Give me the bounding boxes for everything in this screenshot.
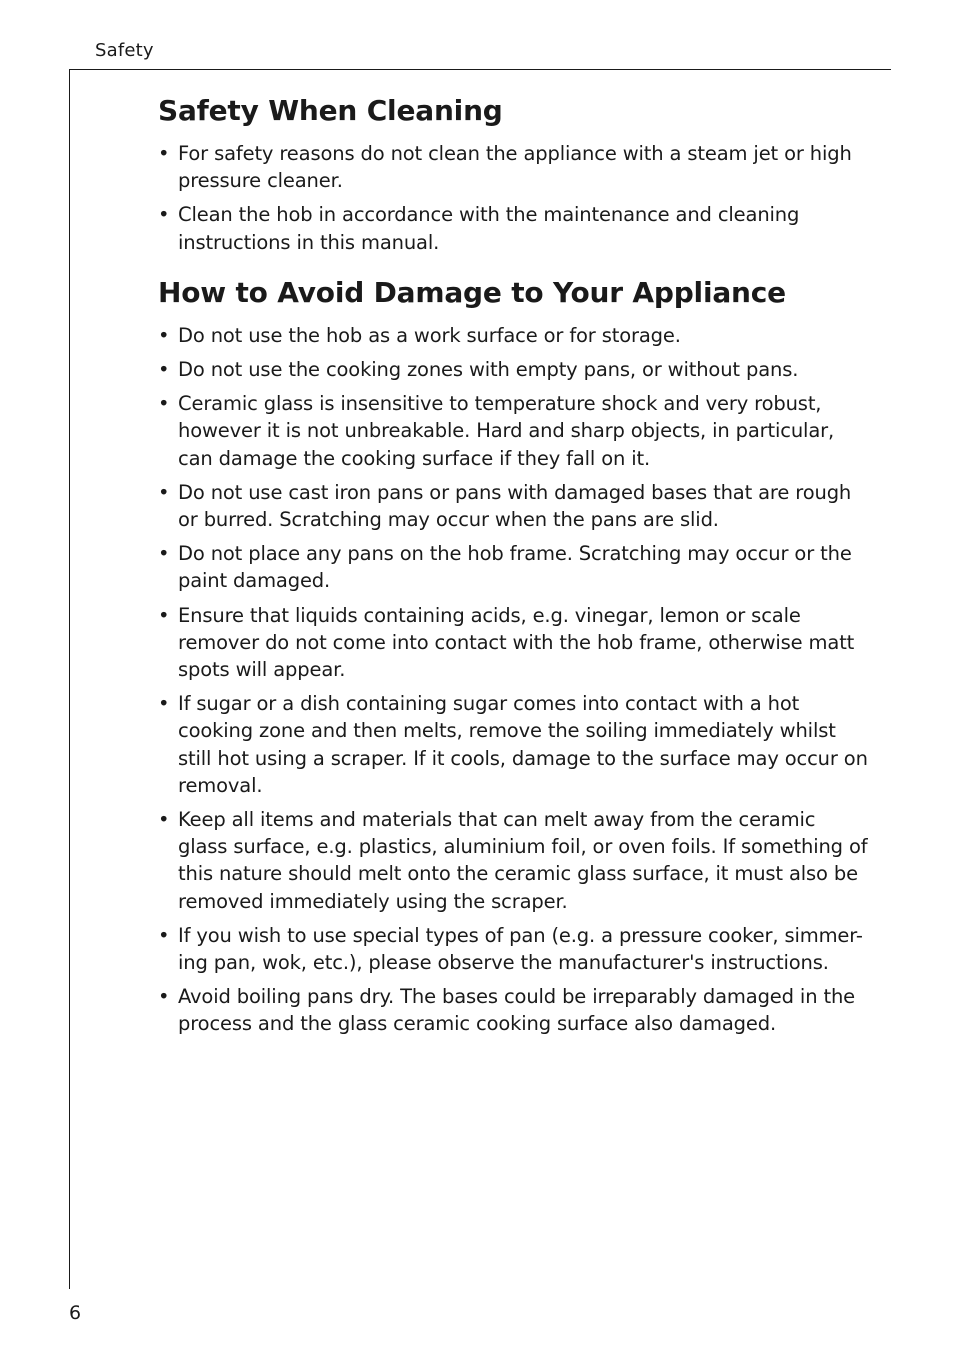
list-item: • Do not use cast iron pans or pans with damaged bases that are rough or burred. Scratching may occur when the pans are slid. (158, 480, 852, 532)
list-item: • If sugar or a dish containing sugar comes into contact with a hot cooking zone and then melts, remove the soiling immediately whilst still hot using a scraper. If it cools, damage to the surface may occur on removal. (158, 692, 868, 797)
section-title-safety-cleaning: Safety When Cleaning (158, 94, 503, 127)
list-item: • For safety reasons do not clean the appliance with a steam jet or high pressure cleaner. (158, 142, 852, 193)
bullet-icon: • (158, 923, 170, 947)
running-header: Safety (95, 40, 154, 61)
bullet-icon: • (158, 542, 170, 566)
list-item: • Ceramic glass is insensitive to temperature shock and very robust, however it is not unbreakable. Hard and sharp objects, in particular, can damage the cooking surface if they fall on it. (158, 392, 835, 470)
bullet-icon: • (158, 142, 170, 165)
list-item: • Avoid boiling pans dry. The bases could be irreparably damaged in the process and the glass ceramic cooking surface also damaged. (158, 985, 855, 1036)
bullet-icon: • (158, 392, 170, 416)
avoid-damage-list (158, 322, 870, 1038)
list-item: • If you wish to use special types of pan (e.g. a pressure cooker, simmer-ing pan, wok, etc.), please observe the manufacturer's instructions. (158, 923, 863, 975)
list-item: • Clean the hob in accordance with the maintenance and cleaning instructions in this manual. (158, 203, 800, 254)
margin-rule (69, 69, 70, 1289)
header-rule (69, 69, 891, 70)
bullet-icon: • (158, 603, 170, 627)
bullet-icon: • (158, 358, 170, 382)
bullet-icon: • (158, 985, 170, 1009)
bullet-icon: • (158, 480, 170, 504)
list-item: • Do not use the cooking zones with empty pans, or without pans. (158, 356, 870, 383)
list-item: • Do not use the hob as a work surface or for storage. (158, 322, 870, 349)
section-title-avoid-damage: How to Avoid Damage to Your Appliance (158, 275, 786, 309)
list-item: • Do not place any pans on the hob frame. Scratching may occur or the paint damaged. (158, 542, 852, 593)
bullet-icon: • (158, 323, 170, 347)
page-number: 6 (69, 1302, 82, 1324)
safety-cleaning-list (158, 140, 870, 256)
list-item: • Keep all items and materials that can melt away from the ceramic glass surface, e.g. plastics, aluminium foil, or oven foils. If something of this nature should melt onto the ceramic glass surface, it must also be removed immediately using the scraper. (158, 808, 868, 913)
bullet-icon: • (158, 203, 170, 227)
bullet-icon: • (158, 808, 170, 832)
list-item: • Ensure that liquids containing acids, e.g. vinegar, lemon or scale remover do not come into contact with the hob frame, otherwise matt spots will appear. (158, 603, 855, 682)
bullet-icon: • (158, 692, 170, 716)
page-content (158, 92, 870, 1045)
